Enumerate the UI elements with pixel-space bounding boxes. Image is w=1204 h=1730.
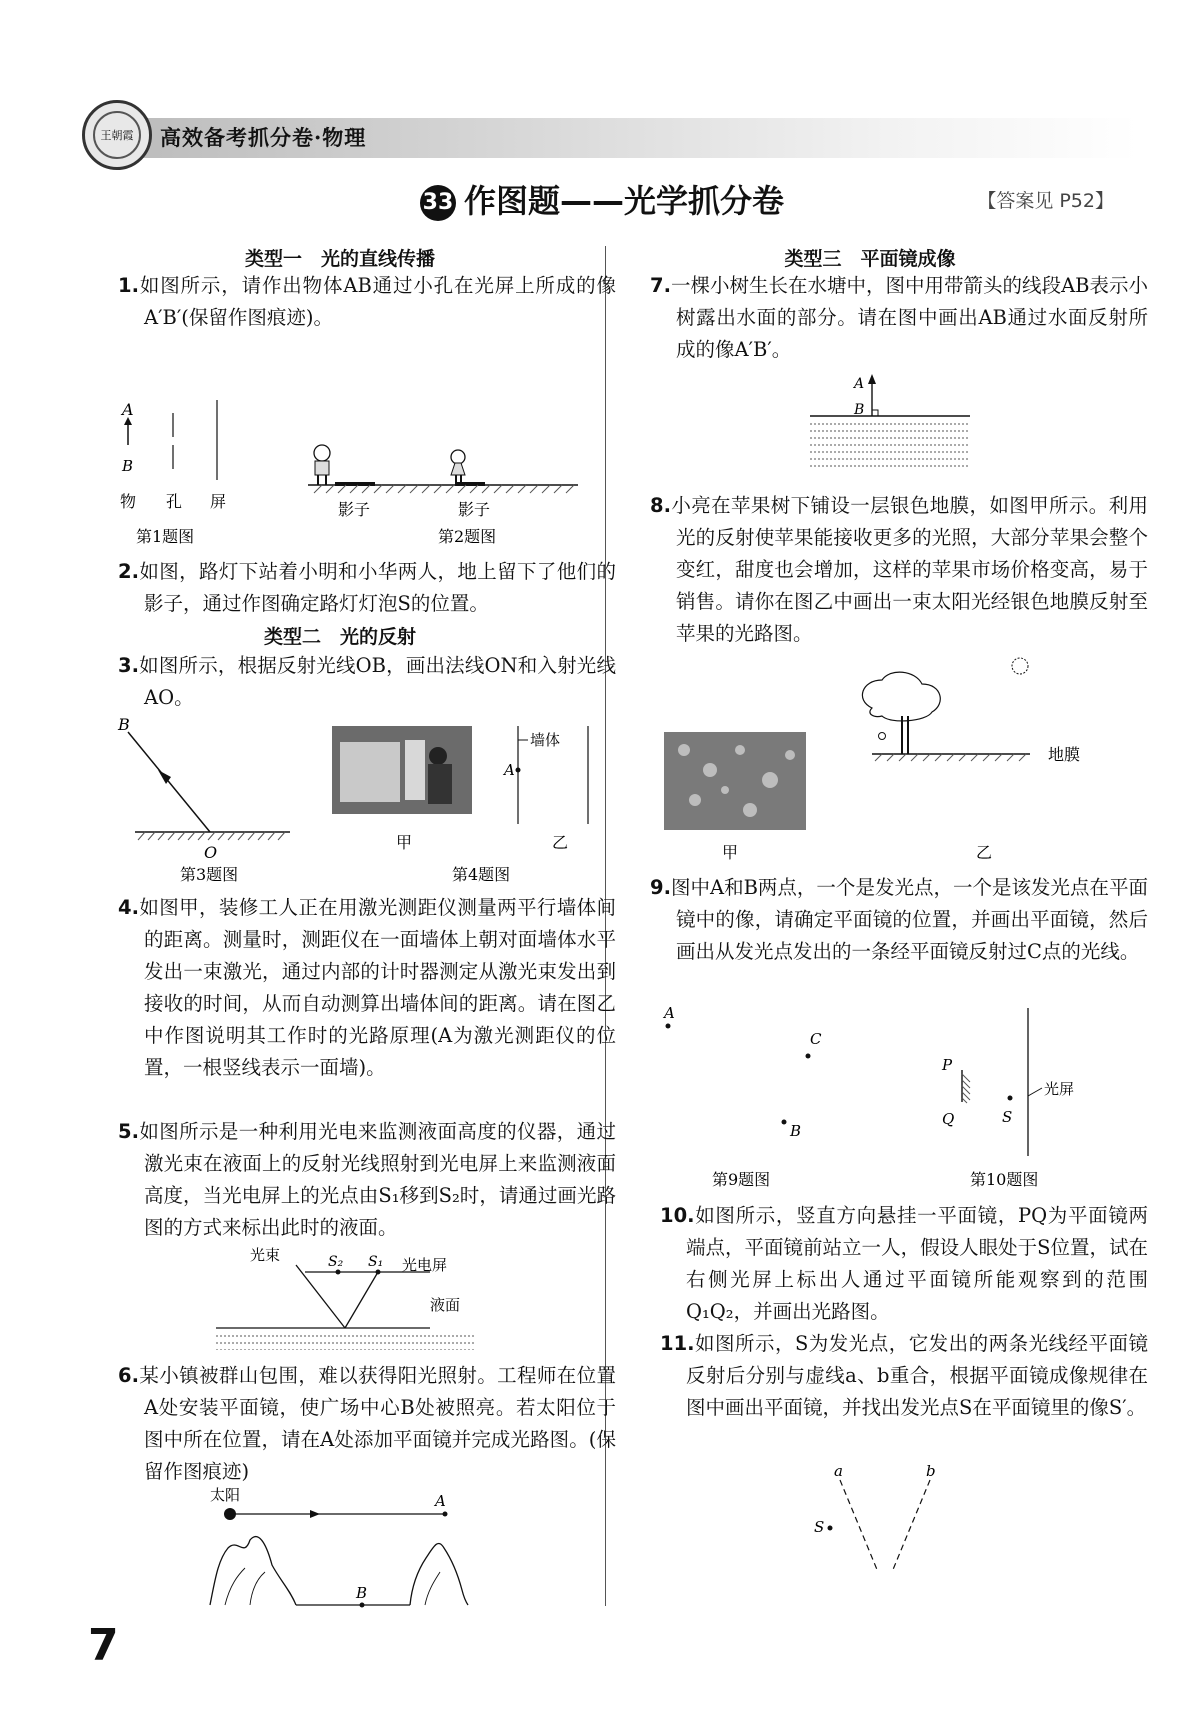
figure-2-caption: 第2题图 (438, 527, 497, 546)
film-hatch (875, 754, 1026, 761)
question-number: 9. (650, 876, 671, 899)
label-yi: 乙 (976, 843, 993, 862)
question-text: 如图所示，根据反射光线OB，画出法线ON和入射光线AO。 (138, 654, 616, 709)
figure-11 (790, 1460, 990, 1580)
question-number: 4. (118, 896, 139, 919)
label-a: a (834, 1462, 843, 1480)
book-title: 高效备考抓分卷·物理 (160, 125, 367, 150)
photo-wall-panel (340, 742, 400, 802)
question-10 (660, 1200, 1148, 1328)
figure-1-caption: 第1题图 (136, 527, 195, 546)
question-number: 1. (118, 274, 139, 297)
figure-10 (941, 1008, 1074, 1189)
label-B: B (118, 715, 130, 734)
label-screen: 光电屏 (402, 1256, 448, 1274)
figure-4 (332, 726, 588, 884)
ray-arrow (310, 1510, 320, 1518)
label-B: B (790, 1122, 802, 1140)
sun-icon (224, 1508, 236, 1520)
label-beam: 光束 (250, 1246, 281, 1264)
question-4 (118, 892, 616, 1084)
label-B: B (356, 1584, 368, 1602)
question-number: 3. (118, 654, 139, 677)
right-angle-mark (872, 410, 878, 416)
label-object: 物 (120, 492, 137, 511)
label-A: A (664, 1004, 675, 1022)
label-B: B (122, 457, 134, 475)
apple-tree (862, 672, 940, 754)
label-B: B (854, 402, 865, 418)
publisher-logo (82, 100, 152, 170)
label-Q: Q (942, 1110, 955, 1128)
label-screen: 屏 (210, 492, 227, 511)
label-hole: 孔 (166, 492, 183, 511)
label-S: S (814, 1518, 825, 1536)
question-8 (650, 490, 1148, 650)
question-9 (650, 872, 1148, 968)
question-text: 小亮在苹果树下铺设一层银色地膜，如图甲所示。利用光的反射使苹果能接收更多的光照，大部分苹果会整个变红，甜度也会增加，这样的苹果市场价格变高，易于销售。请你在图乙中画出一束太阳光经银色地膜反射至苹果的光路图。 (670, 494, 1148, 645)
point-S (828, 1526, 833, 1531)
figure-9 (662, 1004, 822, 1189)
point-A (443, 1512, 448, 1517)
label-S: S (1002, 1108, 1013, 1126)
question-number: 11. (660, 1332, 695, 1355)
point-S2 (336, 1270, 341, 1275)
shadow-label-1: 影子 (338, 500, 371, 519)
question-number: 7. (650, 274, 671, 297)
ground-hatch (314, 485, 574, 493)
label-sun: 太阳 (210, 1486, 241, 1504)
question-number: 5. (118, 1120, 139, 1143)
figure-6 (100, 1480, 590, 1620)
question-5 (118, 1116, 616, 1244)
figure-2 (308, 445, 578, 546)
person-xiaohua (451, 450, 465, 485)
mountain-left (210, 1537, 296, 1605)
label-b: b (926, 1462, 936, 1480)
title-text: 作图题——光学抓分卷 (463, 182, 784, 220)
label-film: 地膜 (1048, 745, 1081, 764)
question-text: 图中A和B两点，一个是发光点，一个是该发光点在平面镜中的像，请确定平面镜的位置，并画出平面镜，然后画出从发光点发出的一条经平面镜反射过C点的光线。 (670, 876, 1148, 963)
point-B (782, 1120, 787, 1125)
point-A (516, 768, 521, 773)
point-C (806, 1054, 811, 1059)
question-text: 如图所示，请作出物体AB通过小孔在光屏上所成的像A′B′(保留作图痕迹)。 (138, 274, 616, 329)
water-body (810, 424, 970, 466)
figure-8 (650, 650, 1120, 870)
figure-4-caption: 第4题图 (452, 865, 511, 884)
figure-3-caption: 第3题图 (180, 865, 239, 884)
label-A: A (435, 1492, 446, 1510)
point-B (360, 1603, 365, 1608)
apple (879, 733, 886, 740)
question-text: 某小镇被群山包围，难以获得阳光照射。工程师在位置A处安装平面镜，使广场中心B处被照亮。若太阳位于图中所在位置，请在A处添加平面镜并完成光路图。(保留作图痕迹) (138, 1364, 616, 1483)
question-text: 如图所示是一种利用光电来监测液面高度的仪器，通过激光束在液面上的反射光线照射到光电屏上来监测液面高度，当光电屏上的光点由S₁移到S₂时，请通过画光路图的方式来标出此时的液面。 (138, 1120, 616, 1239)
mirror-hatch (962, 1074, 970, 1103)
question-text: 一棵小树生长在水塘中，图中用带箭头的线段AB表示小树露出水面的部分。请在图中画出AB通过水面反射所成的像A′B′。 (670, 274, 1148, 361)
question-number: 8. (650, 494, 671, 517)
logo-text: 王朝霞 (100, 129, 134, 142)
label-A: A (854, 376, 865, 392)
figure-9-10 (640, 998, 1120, 1198)
reflected-beam (345, 1272, 378, 1328)
mountain-right-detail (425, 1572, 440, 1605)
point-S (1008, 1096, 1013, 1101)
question-3 (118, 650, 616, 714)
section-heading-2: 类型二 光的反射 (263, 626, 416, 648)
mirror-hatch (138, 832, 285, 840)
point-S1 (376, 1270, 381, 1275)
question-number: 6. (118, 1364, 139, 1387)
liquid-body (216, 1336, 475, 1350)
section-heading-1: 类型一 光的直线传播 (244, 248, 435, 270)
dashed-line-b (892, 1480, 930, 1572)
figure-3-4 (100, 712, 590, 892)
answer-reference: 【答案见 P52】 (977, 190, 1114, 212)
figure-3 (117, 715, 290, 884)
question-6 (118, 1360, 616, 1488)
mountain-left-detail (225, 1568, 265, 1605)
label-screen: 光屏 (1044, 1080, 1075, 1098)
question-text: 如图所示，S为发光点，它发出的两条光线经平面镜反射后分别与虚线a、b重合，根据平面镜成像规律在图中画出平面镜，并找出发光点S在平面镜里的像S′。 (686, 1332, 1148, 1419)
question-number: 10. (660, 1204, 695, 1227)
point-A (666, 1024, 671, 1029)
label-liquid: 液面 (430, 1296, 461, 1314)
person-xiaoming (314, 445, 330, 485)
photo-worker-head (429, 747, 447, 765)
question-7 (650, 270, 1148, 366)
label-yi: 乙 (552, 833, 569, 852)
question-text: 如图所示，竖直方向悬挂一平面镜，PQ为平面镜两端点，平面镜前站立一人，假设人眼处于S位置，试在右侧光屏上标出人通过平面镜所能观察到的范围Q₁Q₂，并画出光路图。 (686, 1204, 1148, 1323)
label-A: A (504, 761, 515, 779)
label-jia: 甲 (722, 843, 739, 862)
label-A: A (122, 400, 134, 419)
label-S2: S₂ (328, 1254, 344, 1270)
page-number: 7 (88, 1620, 119, 1671)
sun-icon (1012, 658, 1028, 674)
figure-9-caption: 第9题图 (712, 1170, 771, 1189)
section-heading-3: 类型三 平面镜成像 (784, 248, 956, 270)
question-2 (118, 556, 616, 620)
reflected-ray-OB (128, 732, 210, 832)
figure-1 (120, 400, 226, 546)
figure-5 (100, 1240, 590, 1350)
screen-leader (1028, 1088, 1042, 1096)
figure-7 (800, 370, 1000, 480)
photo-panel-2 (405, 740, 425, 800)
label-O: O (204, 843, 218, 862)
question-text: 如图，路灯下站着小明和小华两人，地上留下了他们的影子，通过作图确定路灯灯泡S的位置。 (138, 560, 616, 615)
label-C: C (810, 1030, 822, 1048)
shadow-label-2: 影子 (458, 500, 491, 519)
title-number-badge: 33 (420, 185, 456, 221)
label-jia: 甲 (396, 833, 413, 852)
figure-1-2 (100, 385, 590, 555)
question-11 (660, 1328, 1148, 1424)
label-wall: 墙体 (530, 731, 561, 749)
dashed-line-a (840, 1480, 878, 1572)
arrow-head (868, 374, 876, 384)
figure-10-caption: 第10题图 (970, 1170, 1039, 1189)
label-P: P (942, 1056, 953, 1074)
logo-seal (93, 111, 141, 159)
question-text: 如图甲，装修工人正在用激光测距仪测量两平行墙体间的距离。测量时，测距仪在一面墙体上朝对面墙体水平发出一束激光，通过内部的计时器测定从激光束发出到接收的时间，从而自动测算出墙体间的距离。请在图乙中作图说明其工作时的光路原理(A为激光测距仪的位置，一根竖线表示一面墙)。 (138, 896, 616, 1079)
photo-worker-body (428, 764, 452, 804)
question-number: 2. (118, 560, 139, 583)
question-1 (118, 270, 616, 334)
label-S1: S₁ (368, 1254, 384, 1270)
